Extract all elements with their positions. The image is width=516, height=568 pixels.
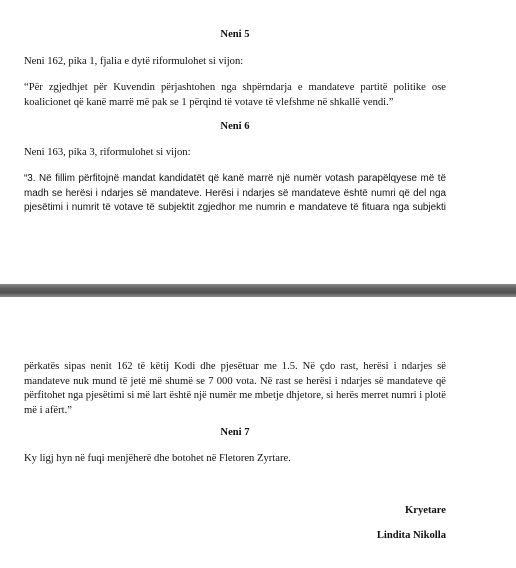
page-bottom: [0, 297, 516, 568]
article-5-heading: Neni 5: [220, 29, 250, 40]
article-6-intro: Neni 163, pika 3, riformulohet si vijon:: [24, 147, 191, 158]
signature-name: Lindita Nikolla: [376, 530, 446, 541]
page-separator: [0, 284, 516, 297]
article-6-quote-part-1: “3. Në fillim përfitojnë mandat kandidatët që kanë marrë një numër votash parapëlqyese më të madh se herësi i ndarjes së mandateve. Herësi i ndarjes së mandateve është numri që del nga pjesëtimi i numrit të votave të subjektit zgjedhor me numrin e mandateve të fituara nga subjekti: [24, 173, 446, 214]
article-5-intro: Neni 162, pika 1, fjalia e dytë riformulohet si vijon:: [24, 56, 244, 67]
article-5-quote: “Për zgjedhjet për Kuvendin përjashtohen nga shpërndarja e mandateve partitë politike ose koalicionet që kanë marrë më pak se 1 përqind të votave të vlefshme në shkallë vendi.”: [24, 82, 446, 108]
article-7-heading: Neni 7: [220, 427, 250, 438]
article-6-heading: Neni 6: [220, 121, 250, 132]
article-6-quote-part-2: përkatës sipas nenit 162 të këtij Kodi dhe pjesëtuar me 1.5. Në çdo rast, herësi i ndarjes së mandateve nuk mund të jetë më shumë se 7 000 vota. Në rast se herësi i ndarjes së mandateve që përfitohet nga pjesëtimi si më lart është një numër me mbetje dhjetore, si herës merret numri i plotë më i afërt.”: [24, 361, 446, 416]
article-7-text: Ky ligj hyn në fuqi menjëherë dhe botohet në Fletoren Zyrtare.: [24, 453, 291, 464]
signature-title: Kryetare: [405, 505, 446, 516]
